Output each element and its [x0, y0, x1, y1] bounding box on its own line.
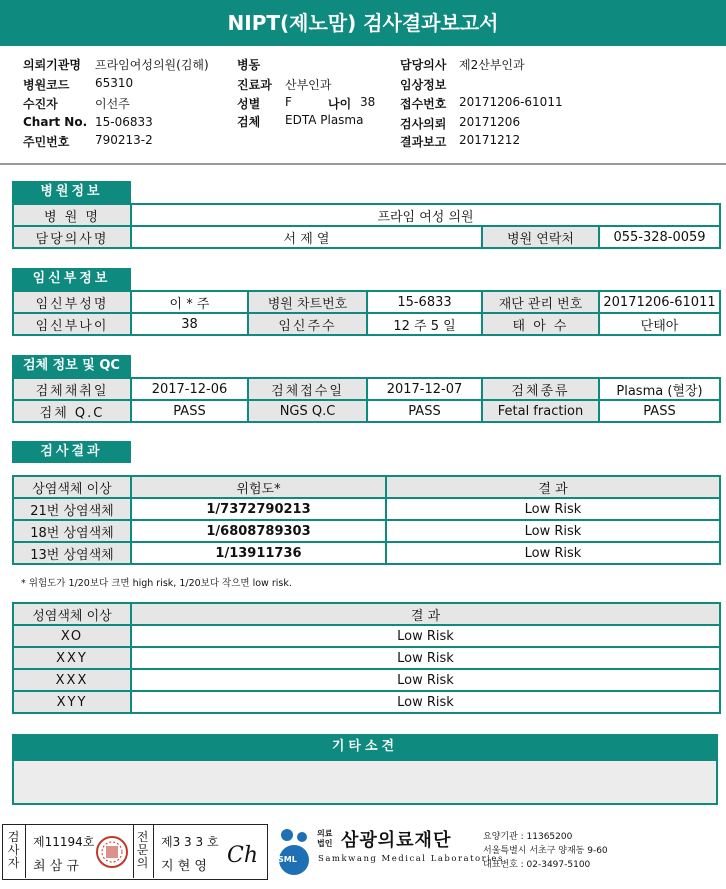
divider	[133, 825, 134, 878]
info-value: 산부인과	[285, 78, 332, 92]
pregnant-name-value: 이 * 주	[131, 291, 248, 313]
lab-phone: 대표번호 : 02-3497-5100	[483, 860, 591, 870]
lab-english-name: Samkwang Medical Laboratories	[318, 854, 504, 864]
table-row	[13, 625, 720, 647]
divider	[25, 825, 26, 878]
info-value: 이선주	[95, 97, 130, 111]
table-row	[13, 520, 720, 542]
info-value: 790213-2	[95, 133, 153, 147]
table-row	[13, 498, 720, 520]
specimen-qc-value: PASS	[131, 400, 248, 422]
info-value: 20171212	[459, 133, 521, 147]
sex-result-value: Low Risk	[131, 625, 720, 647]
autosome-header: 상염색체 이상	[13, 476, 131, 498]
fetus-value: 단태아	[599, 313, 720, 335]
hospital-name-label: 병 원 명	[13, 204, 131, 226]
doctor-signature: Ch	[227, 843, 259, 868]
contact-label: 병원 연락처	[482, 226, 599, 248]
info-value: 제2산부인과	[459, 58, 525, 72]
ngs-qc-label: NGS Q.C	[248, 400, 367, 422]
result-value: Low Risk	[386, 542, 720, 564]
specimen-type-value: Plasma (혈장)	[599, 378, 720, 400]
info-label: 결과보고	[400, 135, 447, 149]
pregnant-age-value: 38	[131, 313, 248, 335]
seal-icon	[95, 835, 129, 869]
chromosome-name: 21번 상염색체	[13, 498, 131, 520]
ngs-qc-value: PASS	[367, 400, 482, 422]
report-title: NIPT(제노맘) 검사결과보고서	[0, 0, 726, 46]
info-value: F	[285, 95, 292, 109]
result-value: Low Risk	[386, 520, 720, 542]
info-value: 프라임여성의원(김해)	[95, 58, 209, 72]
institution-code: 요양기관 : 11365200	[483, 832, 573, 842]
autosome-table	[12, 475, 721, 565]
hospital-table	[12, 203, 721, 249]
corp-label: 의료 법인	[317, 829, 333, 848]
table-row	[13, 669, 720, 691]
fetal-fraction-label: Fetal fraction	[482, 400, 599, 422]
section-hospital-title: 병원정보	[12, 181, 131, 203]
info-value: 20171206-61011	[459, 95, 563, 109]
result-header: 결 과	[386, 476, 720, 498]
foundation-no-value: 20171206-61011	[599, 291, 720, 313]
lab-name: 삼광의료재단	[341, 830, 452, 851]
receipt-date-label: 검체접수일	[248, 378, 367, 400]
info-label: 수진자	[23, 97, 58, 111]
risk-value: 1/7372790213	[131, 498, 386, 520]
info-label: 병동	[237, 58, 261, 72]
lab-address: 서울특별시 서초구 양재동 9-60	[483, 846, 608, 856]
remarks-box	[12, 759, 718, 805]
doctor-label: 담당의사명	[13, 226, 131, 248]
sex-result-value: Low Risk	[131, 669, 720, 691]
divider	[153, 825, 154, 878]
risk-footnote: * 위험도가 1/20보다 크면 high risk, 1/20보다 작으면 low risk.	[21, 578, 292, 589]
info-label: 검체	[237, 115, 261, 129]
info-label: 임상정보	[400, 78, 447, 92]
info-label: 병원코드	[23, 78, 70, 92]
section-pregnant-title: 임신부정보	[12, 268, 131, 290]
table-row	[13, 691, 720, 713]
sex-result-value: Low Risk	[131, 691, 720, 713]
doctor-license: 제3 3 3 호	[161, 835, 219, 849]
tester-name: 최 삼 규	[33, 859, 79, 874]
info-label: Chart No.	[23, 115, 88, 129]
receipt-date-value: 2017-12-07	[367, 378, 482, 400]
doctor-name: 지 현 영	[161, 859, 207, 874]
sml-logo-icon	[272, 824, 316, 876]
doctor-value: 서 제 열	[131, 226, 482, 248]
sex-result-header: 결 과	[131, 603, 720, 625]
table-row	[13, 647, 720, 669]
weeks-value: 12 주 5 일	[367, 313, 482, 335]
info-label: 진료과	[237, 78, 272, 92]
risk-value: 1/13911736	[131, 542, 386, 564]
info-label: 주민번호	[23, 135, 70, 149]
chromosome-name: 13번 상염색체	[13, 542, 131, 564]
info-value: 38	[360, 95, 376, 109]
chromosome-name: 18번 상염색체	[13, 520, 131, 542]
foundation-no-label: 재단 관리 번호	[482, 291, 599, 313]
remarks-title: 기타소견	[12, 734, 718, 759]
collect-date-value: 2017-12-06	[131, 378, 248, 400]
info-label: 검사의뢰	[400, 117, 447, 131]
sex-chromosome-table	[12, 602, 721, 714]
specimen-qc-label: 검체 Q.C	[13, 400, 131, 422]
section-specimen-title: 검체 정보 및 QC	[12, 355, 131, 377]
pregnant-name-label: 임신부성명	[13, 291, 131, 313]
result-value: Low Risk	[386, 498, 720, 520]
pregnant-age-label: 임신부나이	[13, 313, 131, 335]
info-value: 65310	[95, 76, 134, 90]
collect-date-label: 검체채취일	[13, 378, 131, 400]
fetus-label: 태 아 수	[482, 313, 599, 335]
sex-chromosome-name: XXY	[13, 647, 131, 669]
weeks-label: 임신주수	[248, 313, 367, 335]
info-value: 15-06833	[95, 115, 153, 129]
info-label: 접수번호	[400, 97, 447, 111]
info-label: 의뢰기관명	[23, 58, 81, 72]
signature-box	[2, 824, 268, 880]
sex-chromosome-name: XXX	[13, 669, 131, 691]
specimen-table	[12, 377, 721, 423]
sex-result-value: Low Risk	[131, 647, 720, 669]
sex-chromosome-name: XO	[13, 625, 131, 647]
info-value: EDTA Plasma	[285, 113, 364, 127]
info-value: 20171206	[459, 115, 521, 129]
contact-value: 055-328-0059	[599, 226, 720, 248]
table-row	[13, 542, 720, 564]
tester-label: 검사자	[7, 830, 20, 870]
risk-header: 위험도*	[131, 476, 386, 498]
info-label: 담당의사	[400, 58, 447, 72]
sex-chromosome-header: 성염색체 이상	[13, 603, 131, 625]
pregnant-table	[12, 290, 721, 336]
chart-no-label: 병원 차트번호	[248, 291, 367, 313]
section-results-title: 검사결과	[12, 441, 131, 463]
specimen-type-label: 검체종류	[482, 378, 599, 400]
risk-value: 1/6808789303	[131, 520, 386, 542]
info-label: 나이	[328, 97, 352, 111]
logo-text: SML	[278, 855, 297, 864]
tester-license: 제11194호	[33, 835, 95, 849]
doctor-label: 전문의	[136, 830, 149, 870]
info-label: 성별	[237, 97, 261, 111]
sex-chromosome-name: XYY	[13, 691, 131, 713]
chart-no-value: 15-6833	[367, 291, 482, 313]
divider	[0, 163, 726, 165]
hospital-name-value: 프라임 여성 의원	[131, 204, 720, 226]
fetal-fraction-value: PASS	[599, 400, 720, 422]
